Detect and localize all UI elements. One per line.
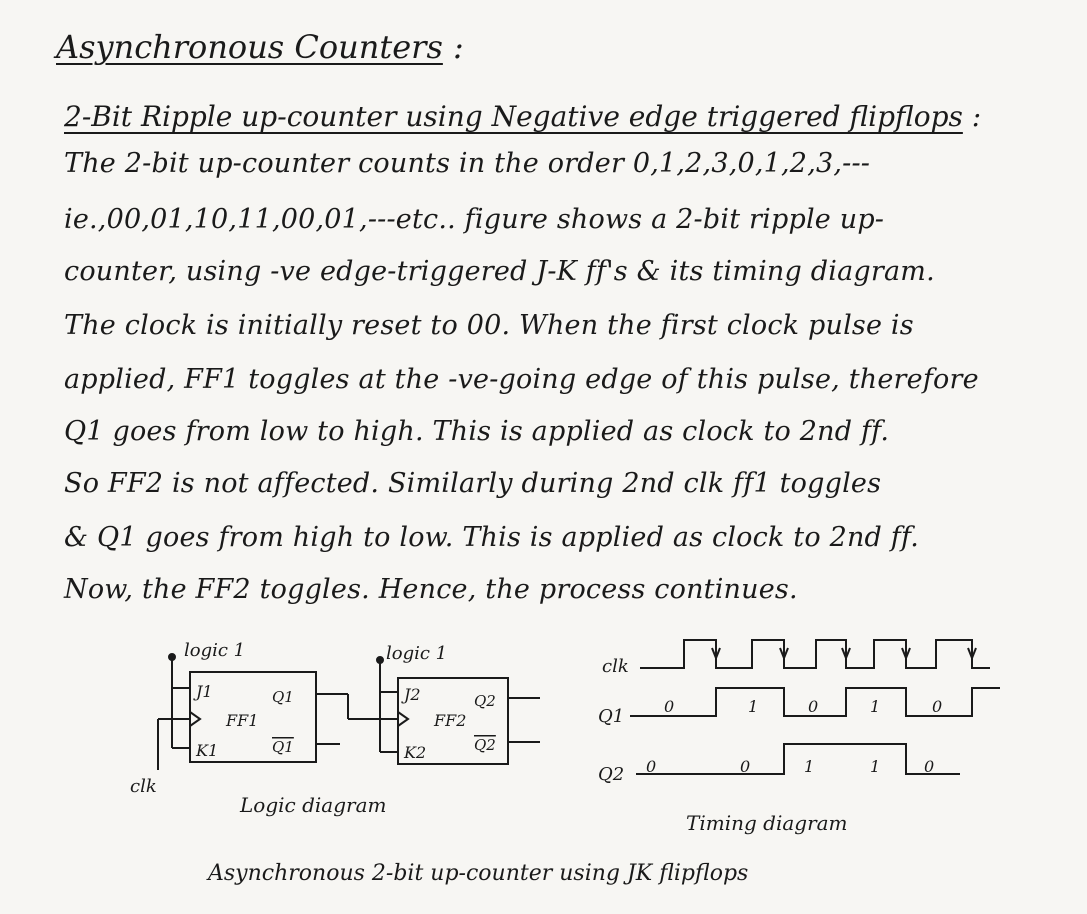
q2-waveform — [636, 744, 960, 774]
logic1-terminal-b — [377, 657, 383, 663]
logic-diagram-caption: Logic diagram — [240, 793, 387, 817]
paragraph-line-6: Q1 goes from low to high. This is applied as clock to 2nd ff. — [64, 416, 890, 447]
timing-diagram-caption: Timing diagram — [686, 811, 848, 835]
q2-value-2: 0 — [740, 757, 751, 776]
paragraph-line-3: counter, using -ve edge-triggered J-K ff's & its timing diagram. — [64, 256, 935, 287]
paragraph-line-5: applied, FF1 toggles at the -ve-going edge of this pulse, therefore — [64, 364, 979, 395]
figure-caption: Asynchronous 2-bit up-counter using JK flipflops — [208, 861, 749, 886]
paragraph-line-8: & Q1 goes from high to low. This is applied as clock to 2nd ff. — [64, 522, 920, 553]
title-text: Asynchronous Counters — [56, 28, 443, 66]
ff1-clock-triangle — [190, 712, 200, 726]
paragraph-line-4: The clock is initially reset to 00. When the first clock pulse is — [64, 310, 914, 341]
timing-q1-label: Q1 — [598, 706, 625, 727]
ff2-q-label: Q2 — [474, 692, 496, 710]
ff2-k-label: K2 — [404, 743, 427, 762]
q1-value-1: 0 — [664, 697, 675, 716]
q1-value-2: 1 — [748, 697, 759, 716]
logic1-label-b: logic 1 — [386, 643, 448, 664]
timing-q2-label: Q2 — [598, 764, 625, 785]
clk-input-label: clk — [130, 776, 157, 797]
paragraph-line-1: The 2-bit up-counter counts in the order 0,1,2,3,0,1,2,3,--- — [64, 148, 871, 179]
q2-value-3: 1 — [804, 757, 815, 776]
logic1-terminal-a — [169, 654, 175, 660]
ff1-name-label: FF1 — [226, 711, 259, 730]
logic1-label-a: logic 1 — [184, 640, 246, 661]
ff1-j-label: J1 — [196, 682, 213, 701]
paragraph-line-2: ie.,00,01,10,11,00,01,---etc.. figure shows a 2-bit ripple up- — [64, 204, 885, 235]
ff1-qbar-label: Q1 — [272, 738, 294, 756]
subtitle-text: 2-Bit Ripple up-counter using Negative edge triggered flipflops — [64, 100, 963, 133]
title-suffix: : — [453, 28, 464, 66]
q1-value-5: 0 — [932, 697, 943, 716]
q1-value-4: 1 — [870, 697, 881, 716]
ff2-j-label: J2 — [404, 685, 421, 704]
ff2-qbar-label: Q2 — [474, 736, 496, 754]
timing-diagram-labels — [598, 656, 942, 835]
q2-value-4: 1 — [870, 757, 881, 776]
clk-waveform — [640, 640, 990, 668]
q2-value-1: 0 — [646, 757, 657, 776]
timing-clk-label: clk — [602, 656, 629, 677]
ff1-k-label: K1 — [196, 741, 219, 760]
logic-diagram-labels — [130, 640, 496, 817]
ff2-name-label: FF2 — [434, 711, 467, 730]
paragraph-line-7: So FF2 is not affected. Similarly during 2nd clk ff1 toggles — [64, 468, 882, 499]
q2-value-5: 0 — [924, 757, 935, 776]
paragraph-line-9: Now, the FF2 toggles. Hence, the process continues. — [64, 574, 798, 605]
q1-value-3: 0 — [808, 697, 819, 716]
ff2-clock-triangle — [398, 712, 408, 726]
subtitle-suffix: : — [971, 100, 982, 133]
ff1-q-label: Q1 — [272, 688, 294, 706]
